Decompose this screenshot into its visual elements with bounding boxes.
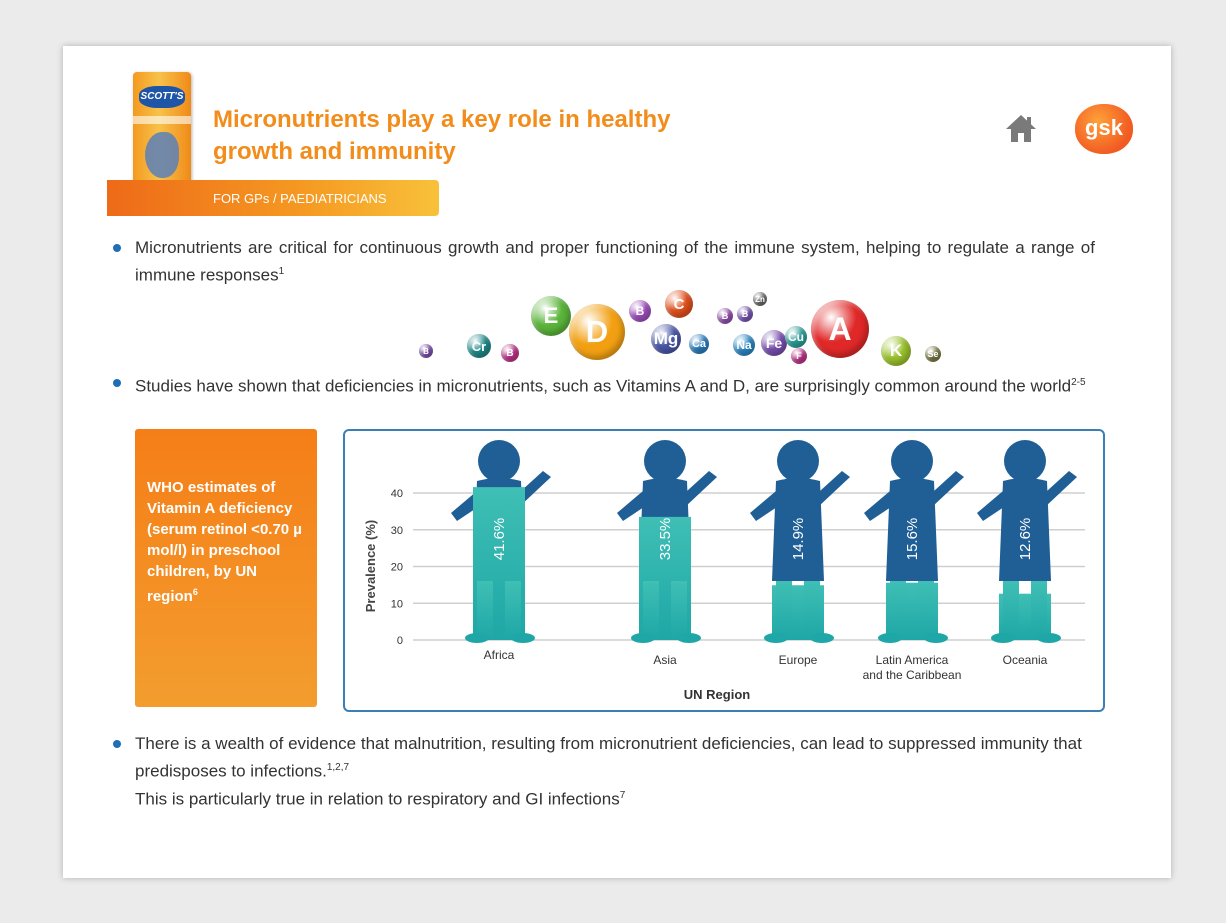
nutrient-ball: B [717,308,733,324]
brand-logo: SCOTT'S [139,86,185,108]
baby-arm-right [685,471,717,507]
nutrient-ball: Fe [761,330,787,356]
bullet-3-ref2: 7 [619,789,626,801]
bullet-2-ref: 2-5 [1071,377,1086,388]
nutrient-ball: Mg [651,324,681,354]
baby-leg-left [1003,581,1019,640]
micronutrient-balls [419,280,939,364]
who-callout [135,429,317,707]
baby-foot-right [924,633,948,643]
nutrient-ball: B [419,344,433,358]
audience-label: FOR GPs / PAEDIATRICIANS [213,191,387,206]
who-ref: 6 [192,587,198,597]
bullet-2 [135,371,1095,399]
y-tick-label: 0 [396,635,403,647]
nutrient-ball: Zn [753,292,767,306]
bullet-1-text: Micronutrients are critical for continuous growth and proper functioning of the immune system, helping to regulate a range of immune responses [135,238,1095,285]
data-label: 41.6% [491,517,508,561]
data-label: 14.9% [790,517,807,561]
nutrient-ball: B [501,344,519,362]
page-title [213,104,733,168]
bullet-1-ref: 1 [278,266,285,277]
nutrient-ball: D [569,304,625,360]
bullet-2-text: Studies have shown that deficiencies in micronutrients, such as Vitamins A and D, are surprisingly common around the world [135,376,1072,396]
prevalence-chart [343,429,1105,712]
baby-leg-left [776,581,792,640]
pack-band [133,116,191,124]
nutrient-ball: Cr [467,334,491,358]
x-axis-label: UN Region [683,687,751,702]
chart-svg [345,431,1103,710]
baby-foot-left [764,633,788,643]
slide [63,46,1171,878]
y-tick-label: 30 [390,524,403,537]
who-callout-text [147,477,307,607]
baby-arm-right [932,471,964,507]
gsk-logo[interactable] [1075,104,1133,154]
nutrient-ball: B [737,306,753,322]
baby-leg-right [505,581,521,640]
y-tick-label: 20 [390,561,403,574]
title-line-1: Micronutrients play a key role in healthy [213,106,671,133]
x-tick-label: and the Caribbean [862,668,962,682]
nutrient-ball: F [791,348,807,364]
baby-foot-left [991,633,1015,643]
x-tick-label: Europe [778,653,818,667]
baby-leg-left [477,581,493,640]
baby-leg-left [890,581,906,640]
fish-illustration [145,132,179,178]
nutrient-ball: Na [733,334,755,356]
y-tick-label: 40 [390,488,403,500]
nutrient-ball: A [811,300,869,358]
baby-foot-right [1037,633,1061,643]
bullet-3-ref: 1,2,7 [326,762,350,773]
x-tick-label: Asia [653,653,677,667]
baby-head [478,440,520,482]
data-label: 33.5% [657,517,674,561]
data-label: 15.6% [904,517,921,561]
nutrient-ball: Cu [785,326,807,348]
baby-leg-right [671,581,687,640]
baby-foot-right [810,633,834,643]
baby-foot-right [511,633,535,643]
nutrient-ball: K [881,336,911,366]
baby-foot-right [677,633,701,643]
y-tick-label: 10 [390,598,403,611]
nutrient-ball: E [531,296,571,336]
gsk-logo-text: gsk [1085,115,1123,140]
baby-foot-left [878,633,902,643]
x-tick-label: Latin America [875,653,949,667]
bullet-3-text: There is a wealth of evidence that malnutrition, resulting from micronutrient deficiencies, can lead to suppressed immunity that predisposes to infections. [135,734,1082,781]
data-label: 12.6% [1017,517,1034,561]
nutrient-ball: B [629,300,651,322]
who-text: WHO estimates of Vitamin A deficiency (serum retinol <0.70 µ mol/l) in preschool children, by UN region [147,479,302,605]
baby-foot-left [631,633,655,643]
nutrient-ball: Se [925,346,941,362]
baby-head [1004,440,1046,482]
baby-leg-right [918,581,934,640]
baby-arm-right [818,471,850,507]
title-line-2: growth and immunity [213,138,456,165]
x-tick-label: Africa [483,648,515,662]
baby-head [891,440,933,482]
audience-banner [107,180,439,216]
nutrient-ball: Ca [689,334,709,354]
home-icon[interactable] [1004,112,1038,144]
baby-leg-left [643,581,659,640]
bullet-3 [135,732,1095,811]
bullet-3-line2: This is particularly true in relation to respiratory and GI infections [135,789,620,809]
y-axis-label: Prevalence (%) [363,519,378,613]
baby-head [644,440,686,482]
baby-foot-left [465,633,489,643]
baby-head [777,440,819,482]
x-tick-label: Oceania [1002,653,1048,667]
baby-arm-right [1045,471,1077,507]
baby-leg-right [1031,581,1047,640]
nutrient-ball: C [665,290,693,318]
baby-leg-right [804,581,820,640]
